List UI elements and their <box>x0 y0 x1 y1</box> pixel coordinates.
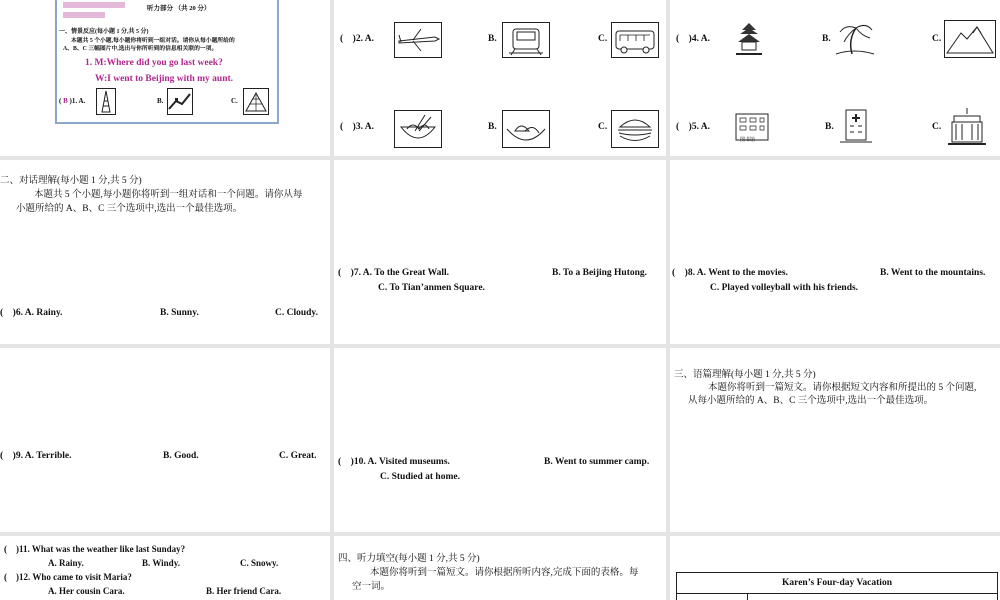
museum-icon[interactable] <box>946 106 988 148</box>
q5-c: C. <box>932 122 942 132</box>
section3-title: 三、语篇理解(每小题 1 分,共 5 分) <box>674 370 816 380</box>
q11-text: )11. What was the weather like last Sunday? <box>16 544 186 554</box>
q9-panel <box>0 348 330 532</box>
q9-option-a: )9. A. Terrible. <box>12 451 72 461</box>
answer-blank[interactable]: ( <box>338 457 342 467</box>
q11-option-b: B. Windy. <box>142 558 180 568</box>
q12-question <box>4 572 132 582</box>
great-wall-icon <box>167 88 193 115</box>
section2-panel <box>0 160 330 344</box>
thumbnail-script-question: 1. M:Where did you go last week? <box>85 58 223 68</box>
answer-blank[interactable]: ( <box>676 34 680 44</box>
answer-blank[interactable]: ( <box>0 308 4 318</box>
q12-option-b: B. Her friend Cara. <box>206 586 282 596</box>
thumbnail-q1-c: C. <box>231 97 238 105</box>
answer-blank[interactable]: ( <box>338 268 342 278</box>
thumbnail-blur-1 <box>63 2 125 8</box>
q3-b: B. <box>488 122 497 132</box>
q8-panel <box>670 160 1000 344</box>
answer-blank[interactable]: ( <box>0 451 4 461</box>
q7-question <box>338 268 449 278</box>
section3-instr-1: 本题你将听到一篇短文。请你根据短文内容和所提出的 5 个问题, <box>708 383 977 393</box>
q5-question <box>676 122 710 132</box>
q4-b: B. <box>822 34 831 44</box>
q11-question <box>4 544 185 554</box>
airplane-icon[interactable] <box>394 22 442 58</box>
q11-option-a: A. Rainy. <box>48 558 84 568</box>
q11-option-c: C. Snowy. <box>240 558 279 568</box>
q3-c: C. <box>598 122 608 132</box>
thumbnail-blur-2 <box>63 12 105 18</box>
tower-icon <box>96 88 116 115</box>
q4-q5-panel <box>670 0 1000 156</box>
q8-option-a: )8. A. Went to the movies. <box>684 268 788 278</box>
q8-question <box>672 268 788 278</box>
q6-option-c: C. Cloudy. <box>275 308 319 318</box>
hamburger-icon[interactable] <box>611 110 659 148</box>
table-title: Karen’s Four-day Vacation <box>677 573 997 594</box>
thumbnail-header: 听力部分 （共 20 分） <box>147 5 211 12</box>
beach-icon[interactable] <box>834 20 876 58</box>
section2-instr-1: 本题共 5 个小题,每小题你将听到一组对话和一个问题。请你从每 <box>34 190 303 200</box>
q3-num: )3. A. <box>352 122 375 132</box>
thumbnail-q1-b: B. <box>157 97 164 105</box>
q4-c: C. <box>932 34 942 44</box>
q2-num: )2. A. <box>352 34 375 44</box>
mountain-icon[interactable] <box>944 20 996 58</box>
q8-option-b: B. Went to the mountains. <box>880 268 986 278</box>
q9-question <box>0 451 72 461</box>
thumbnail-panel <box>0 0 330 156</box>
q12-text: )12. Who came to visit Maria? <box>16 572 132 582</box>
q10-option-b: B. Went to summer camp. <box>544 457 650 467</box>
noodles-icon[interactable] <box>394 110 442 148</box>
thumbnail-q1-num: )1. A. <box>69 97 86 105</box>
hospital-icon[interactable] <box>836 106 876 146</box>
q7-panel <box>334 160 666 344</box>
q12-option-a: A. Her cousin Cara. <box>48 586 125 596</box>
section4-title: 四、听力填空(每小题 1 分,共 5 分) <box>338 554 480 564</box>
thumbnail-section-title: 一、情景反应(每小题 1 分,共 5 分) <box>59 29 149 35</box>
q6-option-a: )6. A. Rainy. <box>12 308 63 318</box>
q2-question <box>340 34 374 44</box>
q3-question <box>340 122 374 132</box>
q2-b: B. <box>488 34 497 44</box>
thumbnail-q1: ( B )1. A. <box>59 97 86 105</box>
library-building-icon[interactable] <box>732 108 772 146</box>
train-icon[interactable] <box>502 22 550 58</box>
q6-question <box>0 308 63 318</box>
answer-blank[interactable]: ( <box>672 268 676 278</box>
dumplings-icon[interactable] <box>502 110 550 148</box>
thumbnail-script-answer: W:I went to Beijing with my aunt. <box>95 74 234 84</box>
q4-question <box>676 34 710 44</box>
section4-instr-1: 本题你将听到一篇短文。请你根据所听内容,完成下面的表格。每 <box>370 568 639 578</box>
q10-question <box>338 457 450 467</box>
thumbnail-page <box>55 0 279 124</box>
q10-option-a: )10. A. Visited museums. <box>350 457 450 467</box>
q7-option-b: B. To a Beijing Hutong. <box>552 268 648 278</box>
section3-panel <box>670 348 1000 532</box>
vacation-table <box>676 572 998 600</box>
answer-blank[interactable]: ( <box>340 34 344 44</box>
q7-option-c: C. To Tian’anmen Square. <box>378 283 485 293</box>
q2-q3-panel <box>334 0 666 156</box>
table-panel <box>670 536 1000 600</box>
q8-option-c: C. Played volleyball with his friends. <box>710 283 859 293</box>
answer-blank[interactable]: ( <box>340 122 344 132</box>
temple-of-heaven-icon[interactable] <box>732 20 766 58</box>
bus-icon[interactable] <box>611 22 659 58</box>
answer-blank[interactable]: ( <box>4 544 7 554</box>
thumbnail-instr-1: 本题共 5 个小题,每小题你将听到一组对话。请你从每小题所给的 <box>71 38 235 44</box>
thumbnail-q1-answer: B <box>63 97 68 105</box>
answer-blank[interactable]: ( <box>4 572 7 582</box>
q5-b: B. <box>825 122 834 132</box>
q6-option-b: B. Sunny. <box>160 308 199 318</box>
thumbnail-instr-2: A、B、C 三幅图片中,选出与你所听到的信息相关联的一项。 <box>63 46 218 52</box>
q9-option-b: B. Good. <box>163 451 199 461</box>
section2-instr-2: 小题所给的 A、B、C 三个选项中,选出一个最佳选项。 <box>16 204 243 214</box>
library-sign: 图书馆 <box>740 138 756 143</box>
section3-instr-2: 从每小题所给的 A、B、C 三个选项中,选出一个最佳选项。 <box>688 396 934 406</box>
section4-instr-2: 空一词。 <box>352 582 391 592</box>
answer-blank[interactable]: ( <box>676 122 680 132</box>
q2-c: C. <box>598 34 608 44</box>
table-column-divider <box>747 594 748 600</box>
section2-title: 二、对话理解(每小题 1 分,共 5 分) <box>0 176 142 186</box>
q5-num: )5. A. <box>688 122 711 132</box>
q4-num: )4. A. <box>688 34 711 44</box>
pyramid-icon <box>243 88 269 115</box>
q11-q12-panel <box>0 536 330 600</box>
q9-option-c: C. Great. <box>279 451 317 461</box>
q7-option-a: )7. A. To the Great Wall. <box>350 268 450 278</box>
q10-panel <box>334 348 666 532</box>
section4-panel <box>334 536 666 600</box>
q10-option-c: C. Studied at home. <box>380 472 460 482</box>
